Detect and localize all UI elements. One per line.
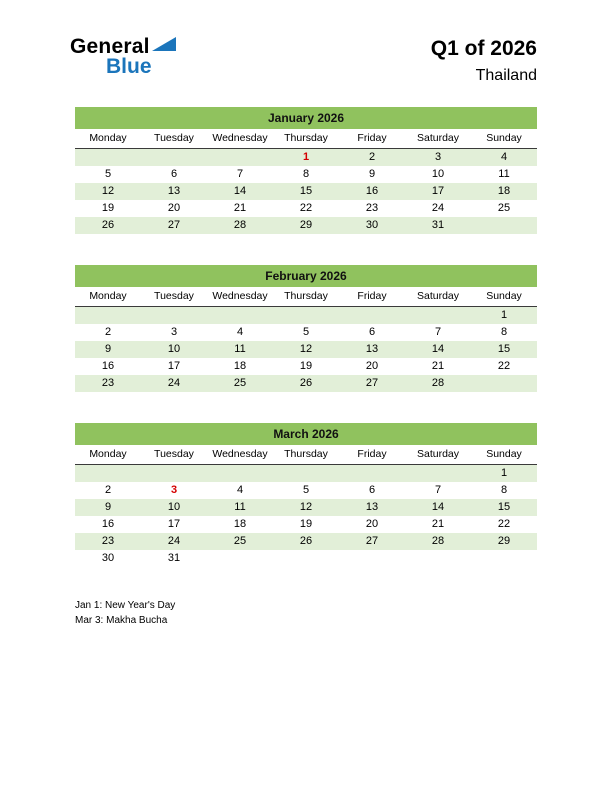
day-cell: 31 [141, 550, 207, 567]
day-cell: 4 [207, 482, 273, 499]
day-cell: 26 [273, 375, 339, 392]
day-cell: 7 [207, 166, 273, 183]
day-cell: 2 [75, 482, 141, 499]
empty-day-cell [207, 307, 273, 324]
day-cell: 6 [141, 166, 207, 183]
day-cell: 3 [141, 482, 207, 499]
empty-day-cell [273, 307, 339, 324]
weekday-label-monday: Monday [75, 129, 141, 149]
day-cell: 12 [75, 183, 141, 200]
empty-day-cell [75, 465, 141, 482]
day-cell: 11 [207, 341, 273, 358]
weekday-label-wednesday: Wednesday [207, 129, 273, 149]
day-cell: 15 [471, 499, 537, 516]
day-cell: 23 [75, 533, 141, 550]
day-cell: 3 [141, 324, 207, 341]
day-cell: 13 [339, 499, 405, 516]
day-cell: 24 [141, 375, 207, 392]
day-cell: 22 [471, 358, 537, 375]
day-cell: 12 [273, 499, 339, 516]
weekday-label-wednesday: Wednesday [207, 445, 273, 465]
month-grid-february-2026 [75, 287, 537, 392]
footnote: Mar 3: Makha Bucha [75, 615, 168, 627]
day-cell: 1 [471, 307, 537, 324]
day-cell: 24 [405, 200, 471, 217]
empty-day-cell [339, 550, 405, 567]
empty-day-cell [207, 149, 273, 166]
day-cell: 19 [273, 516, 339, 533]
day-cell: 30 [339, 217, 405, 234]
day-cell: 8 [471, 482, 537, 499]
day-cell: 22 [273, 200, 339, 217]
empty-day-cell [339, 307, 405, 324]
empty-day-cell [273, 465, 339, 482]
day-cell: 2 [75, 324, 141, 341]
day-cell: 13 [339, 341, 405, 358]
day-cell: 29 [273, 217, 339, 234]
empty-day-cell [339, 465, 405, 482]
page-subtitle: Thailand [475, 67, 537, 85]
general-blue-logo [70, 36, 177, 78]
empty-day-cell [471, 375, 537, 392]
day-cell: 31 [405, 217, 471, 234]
day-cell: 18 [207, 358, 273, 375]
weekday-label-sunday: Sunday [471, 287, 537, 307]
weekday-label-tuesday: Tuesday [141, 445, 207, 465]
day-cell: 26 [75, 217, 141, 234]
day-cell: 10 [141, 341, 207, 358]
day-cell: 9 [339, 166, 405, 183]
day-cell: 14 [405, 341, 471, 358]
day-cell: 13 [141, 183, 207, 200]
weekday-label-tuesday: Tuesday [141, 129, 207, 149]
day-cell: 4 [471, 149, 537, 166]
calendar-march-2026 [75, 423, 537, 567]
weekday-label-friday: Friday [339, 287, 405, 307]
day-cell: 1 [471, 465, 537, 482]
day-cell: 2 [339, 149, 405, 166]
month-title-march-2026: March 2026 [75, 423, 537, 445]
day-cell: 30 [75, 550, 141, 567]
empty-day-cell [141, 307, 207, 324]
day-cell: 21 [405, 358, 471, 375]
day-cell: 6 [339, 482, 405, 499]
day-cell: 14 [405, 499, 471, 516]
day-cell: 16 [75, 358, 141, 375]
day-cell: 27 [339, 375, 405, 392]
day-cell: 20 [339, 516, 405, 533]
day-cell: 1 [273, 149, 339, 166]
day-cell: 28 [207, 217, 273, 234]
day-cell: 8 [471, 324, 537, 341]
day-cell: 18 [471, 183, 537, 200]
day-cell: 17 [141, 358, 207, 375]
day-cell: 15 [471, 341, 537, 358]
weekday-label-sunday: Sunday [471, 129, 537, 149]
weekday-label-thursday: Thursday [273, 445, 339, 465]
day-cell: 28 [405, 533, 471, 550]
day-cell: 19 [75, 200, 141, 217]
day-cell: 27 [339, 533, 405, 550]
day-cell: 10 [141, 499, 207, 516]
page-title: Q1 of 2026 [430, 37, 537, 60]
title-block [431, 36, 537, 85]
weekday-label-monday: Monday [75, 445, 141, 465]
day-cell: 6 [339, 324, 405, 341]
empty-day-cell [75, 149, 141, 166]
calendar-january-2026 [75, 107, 537, 234]
empty-day-cell [405, 550, 471, 567]
empty-day-cell [405, 307, 471, 324]
empty-day-cell [75, 307, 141, 324]
day-cell: 23 [75, 375, 141, 392]
month-title-february-2026: February 2026 [75, 265, 537, 287]
empty-day-cell [273, 550, 339, 567]
day-cell: 22 [471, 516, 537, 533]
day-cell: 21 [405, 516, 471, 533]
day-cell: 10 [405, 166, 471, 183]
calendar-february-2026 [75, 265, 537, 392]
weekday-label-wednesday: Wednesday [207, 287, 273, 307]
day-cell: 23 [339, 200, 405, 217]
day-cell: 5 [75, 166, 141, 183]
weekday-label-saturday: Saturday [405, 445, 471, 465]
weekday-label-tuesday: Tuesday [141, 287, 207, 307]
day-cell: 20 [339, 358, 405, 375]
day-cell: 3 [405, 149, 471, 166]
day-cell: 25 [207, 375, 273, 392]
day-cell: 25 [207, 533, 273, 550]
month-grid-march-2026 [75, 445, 537, 567]
day-cell: 18 [207, 516, 273, 533]
logo-word-general: General [70, 35, 150, 58]
day-cell: 24 [141, 533, 207, 550]
day-cell: 16 [75, 516, 141, 533]
logo-word-blue: Blue [106, 55, 152, 79]
day-cell: 29 [471, 533, 537, 550]
day-cell: 21 [207, 200, 273, 217]
day-cell: 14 [207, 183, 273, 200]
empty-day-cell [471, 217, 537, 234]
empty-day-cell [405, 465, 471, 482]
day-cell: 8 [273, 166, 339, 183]
month-grid-january-2026 [75, 129, 537, 234]
day-cell: 16 [339, 183, 405, 200]
day-cell: 27 [141, 217, 207, 234]
day-cell: 26 [273, 533, 339, 550]
footnote: Jan 1: New Year's Day [75, 600, 176, 612]
weekday-label-thursday: Thursday [273, 287, 339, 307]
empty-day-cell [141, 465, 207, 482]
weekday-label-sunday: Sunday [471, 445, 537, 465]
empty-day-cell [207, 550, 273, 567]
quarter-calendars [75, 107, 537, 567]
month-title-january-2026: January 2026 [75, 107, 537, 129]
weekday-label-monday: Monday [75, 287, 141, 307]
page-header [0, 0, 612, 85]
holiday-footnotes [75, 598, 612, 628]
day-cell: 7 [405, 324, 471, 341]
logo-flag-icon [152, 37, 177, 52]
weekday-label-saturday: Saturday [405, 287, 471, 307]
weekday-label-friday: Friday [339, 129, 405, 149]
day-cell: 15 [273, 183, 339, 200]
day-cell: 12 [273, 341, 339, 358]
day-cell: 11 [471, 166, 537, 183]
day-cell: 11 [207, 499, 273, 516]
weekday-label-friday: Friday [339, 445, 405, 465]
empty-day-cell [141, 149, 207, 166]
day-cell: 19 [273, 358, 339, 375]
day-cell: 4 [207, 324, 273, 341]
day-cell: 7 [405, 482, 471, 499]
day-cell: 5 [273, 482, 339, 499]
weekday-label-thursday: Thursday [273, 129, 339, 149]
day-cell: 9 [75, 341, 141, 358]
day-cell: 17 [405, 183, 471, 200]
empty-day-cell [471, 550, 537, 567]
day-cell: 9 [75, 499, 141, 516]
day-cell: 20 [141, 200, 207, 217]
weekday-label-saturday: Saturday [405, 129, 471, 149]
day-cell: 28 [405, 375, 471, 392]
day-cell: 5 [273, 324, 339, 341]
empty-day-cell [207, 465, 273, 482]
day-cell: 25 [471, 200, 537, 217]
day-cell: 17 [141, 516, 207, 533]
